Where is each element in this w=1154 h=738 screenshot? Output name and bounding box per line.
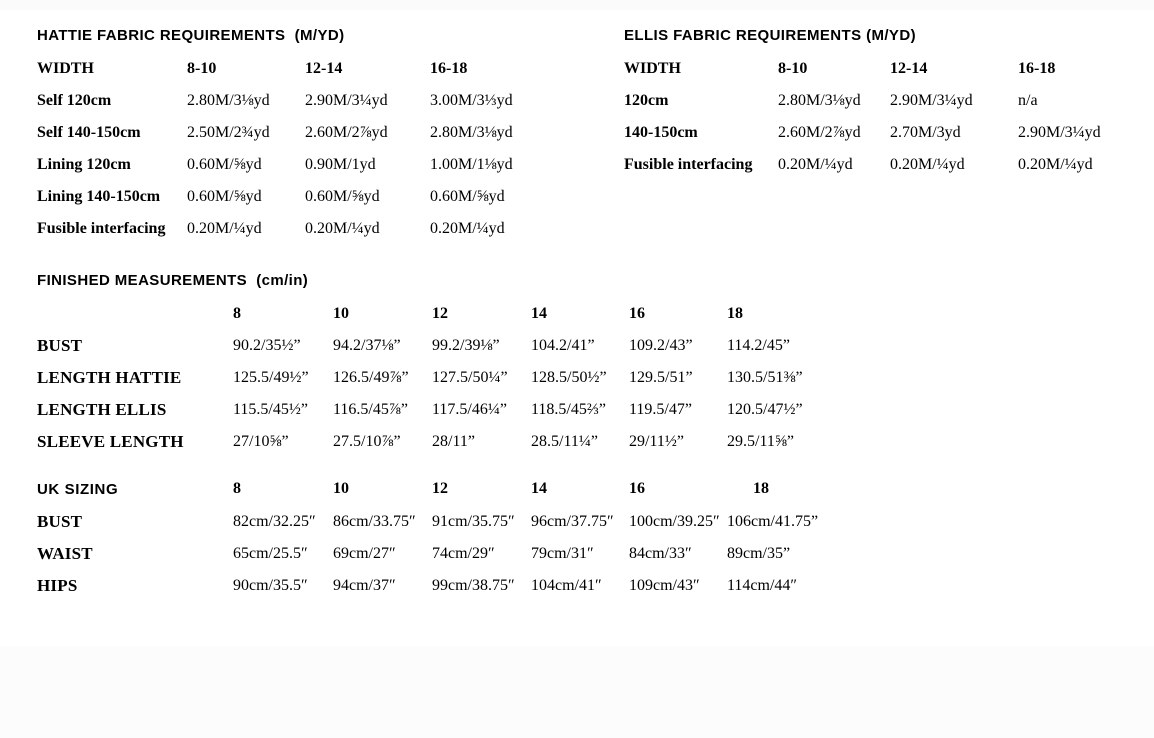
size-header-16: 16	[629, 480, 645, 497]
value-cell: 28/11”	[432, 433, 475, 450]
size-header-12: 12	[432, 305, 448, 322]
value-cell: 100cm/39.25″	[629, 513, 720, 530]
page-bottom-edge	[0, 646, 1154, 738]
value-cell: 69cm/27″	[333, 545, 396, 562]
uk-sizing-table	[37, 479, 867, 608]
value-cell: 120.5/47½”	[727, 401, 803, 418]
value-cell: 119.5/47”	[629, 401, 692, 418]
table-row	[37, 123, 572, 155]
value-cell: 129.5/51”	[629, 369, 693, 386]
ellis-header-row	[624, 59, 1149, 91]
value-cell: 2.60M/2⅞yd	[305, 124, 388, 141]
value-cell: 99.2/39⅛”	[432, 337, 500, 354]
value-cell: 90.2/35½”	[233, 337, 301, 354]
size-header-16: 16	[629, 305, 645, 322]
value-cell: 89cm/35”	[727, 545, 791, 562]
row-label: LENGTH HATTIE	[37, 368, 182, 387]
value-cell: 0.90M/1yd	[305, 156, 376, 173]
page-top-edge	[0, 0, 1154, 10]
value-cell: 104.2/41”	[531, 337, 595, 354]
size-header-14: 14	[531, 305, 547, 322]
table-row	[37, 187, 572, 219]
fm-header-row	[37, 304, 867, 336]
table-row	[37, 91, 572, 123]
size-header-8: 8	[233, 480, 241, 497]
value-cell: 0.20M/¼yd	[890, 156, 965, 173]
row-label: 120cm	[624, 92, 669, 109]
column-header-12-14: 12-14	[890, 60, 928, 77]
row-label: Fusible interfacing	[624, 156, 753, 173]
table-row	[37, 512, 867, 544]
uk-sizing-title: UK SIZING	[37, 481, 119, 498]
value-cell: 126.5/49⅞”	[333, 369, 409, 386]
value-cell: 130.5/51⅜”	[727, 369, 803, 386]
row-label: Fusible interfacing	[37, 220, 166, 237]
value-cell: 0.20M/¼yd	[305, 220, 380, 237]
row-label: HIPS	[37, 576, 78, 595]
value-cell: 27.5/10⅞”	[333, 433, 401, 450]
value-cell: 2.90M/3¼yd	[305, 92, 388, 109]
table-row	[624, 155, 1149, 187]
row-label: BUST	[37, 336, 83, 355]
value-cell: 104cm/41″	[531, 577, 602, 594]
value-cell: 0.20M/¼yd	[430, 220, 505, 237]
value-cell: 2.80M/3⅛yd	[778, 92, 861, 109]
table-row	[37, 544, 867, 576]
hattie-header-row	[37, 59, 572, 91]
value-cell: 0.60M/⅝yd	[187, 156, 262, 173]
value-cell: 84cm/33″	[629, 545, 692, 562]
column-header-12-14: 12-14	[305, 60, 343, 77]
value-cell: 2.50M/2¾yd	[187, 124, 270, 141]
table-row	[37, 219, 572, 251]
value-cell: 127.5/50¼”	[432, 369, 508, 386]
value-cell: 99cm/38.75″	[432, 577, 515, 594]
row-label	[37, 304, 233, 336]
value-cell: 117.5/46¼”	[432, 401, 507, 418]
row-label: Self 140-150cm	[37, 124, 141, 141]
row-label: Lining 140-150cm	[37, 188, 161, 205]
value-cell: 2.80M/3⅛yd	[187, 92, 270, 109]
size-header-12: 12	[432, 480, 448, 497]
column-header-8-10: 8-10	[778, 60, 808, 77]
value-cell: 0.60M/⅝yd	[305, 188, 380, 205]
value-cell: 94.2/37⅛”	[333, 337, 401, 354]
value-cell: 118.5/45⅔”	[531, 401, 606, 418]
value-cell: 29/11½”	[629, 433, 684, 450]
table-row	[37, 155, 572, 187]
value-cell: 2.90M/3¼yd	[1018, 124, 1101, 141]
table-row	[624, 123, 1149, 155]
size-header-10: 10	[333, 305, 349, 322]
column-header-width: WIDTH	[37, 60, 94, 77]
value-cell: 116.5/45⅞”	[333, 401, 408, 418]
value-cell: 28.5/11¼”	[531, 433, 598, 450]
value-cell: 125.5/49½”	[233, 369, 309, 386]
value-cell: 3.00M/3⅓yd	[430, 92, 513, 109]
value-cell: 0.60M/⅝yd	[187, 188, 262, 205]
value-cell: 0.20M/¼yd	[778, 156, 853, 173]
value-cell: 90cm/35.5″	[233, 577, 308, 594]
value-cell: 2.90M/3¼yd	[890, 92, 973, 109]
value-cell: 115.5/45½”	[233, 401, 308, 418]
value-cell: 1.00M/1⅛yd	[430, 156, 513, 173]
table-row	[624, 91, 1149, 123]
value-cell: 79cm/31″	[531, 545, 594, 562]
table-row	[37, 336, 867, 368]
uk-header-row	[37, 479, 867, 512]
value-cell: 96cm/37.75″	[531, 513, 614, 530]
value-cell: 2.70M/3yd	[890, 124, 961, 141]
value-cell: 0.20M/¼yd	[1018, 156, 1093, 173]
size-header-18: 18	[753, 480, 769, 497]
size-header-18: 18	[727, 305, 743, 322]
row-label: 140-150cm	[624, 124, 698, 141]
value-cell: 106cm/41.75”	[727, 513, 819, 530]
row-label: Self 120cm	[37, 92, 112, 109]
value-cell: 86cm/33.75″	[333, 513, 416, 530]
size-header-8: 8	[233, 305, 241, 322]
hattie-requirements-table	[37, 59, 572, 251]
size-header-10: 10	[333, 480, 349, 497]
column-header-8-10: 8-10	[187, 60, 217, 77]
value-cell: 2.80M/3⅛yd	[430, 124, 513, 141]
row-label: LENGTH ELLIS	[37, 400, 167, 419]
value-cell: 109cm/43″	[629, 577, 700, 594]
ellis-requirements-title: ELLIS FABRIC REQUIREMENTS (M/YD)	[624, 27, 916, 44]
column-header-width: WIDTH	[624, 60, 681, 77]
value-cell: 109.2/43”	[629, 337, 693, 354]
finished-measurements-table	[37, 304, 867, 464]
value-cell: 74cm/29″	[432, 545, 495, 562]
table-row	[37, 368, 867, 400]
value-cell: 128.5/50½”	[531, 369, 607, 386]
value-cell: 0.60M/⅝yd	[430, 188, 505, 205]
table-row	[37, 432, 867, 464]
column-header-16-18: 16-18	[1018, 60, 1056, 77]
hattie-requirements-title: HATTIE FABRIC REQUIREMENTS (M/YD)	[37, 27, 345, 44]
table-row	[37, 400, 867, 432]
value-cell: 0.20M/¼yd	[187, 220, 262, 237]
column-header-16-18: 16-18	[430, 60, 468, 77]
row-label: SLEEVE LENGTH	[37, 432, 184, 451]
ellis-requirements-table	[624, 59, 1149, 187]
value-cell: 65cm/25.5″	[233, 545, 308, 562]
value-cell: 91cm/35.75″	[432, 513, 515, 530]
row-label: WAIST	[37, 544, 93, 563]
value-cell: 114.2/45”	[727, 337, 790, 354]
row-label: Lining 120cm	[37, 156, 131, 173]
value-cell: 82cm/32.25″	[233, 513, 316, 530]
value-cell: n/a	[1018, 92, 1038, 109]
value-cell: 29.5/11⅝”	[727, 433, 794, 450]
size-header-14: 14	[531, 480, 547, 497]
value-cell: 2.60M/2⅞yd	[778, 124, 861, 141]
value-cell: 27/10⅝”	[233, 433, 289, 450]
value-cell: 114cm/44″	[727, 577, 798, 594]
finished-measurements-title: FINISHED MEASUREMENTS (cm/in)	[37, 272, 309, 289]
row-label: BUST	[37, 512, 83, 531]
value-cell: 94cm/37″	[333, 577, 396, 594]
table-row	[37, 576, 867, 608]
